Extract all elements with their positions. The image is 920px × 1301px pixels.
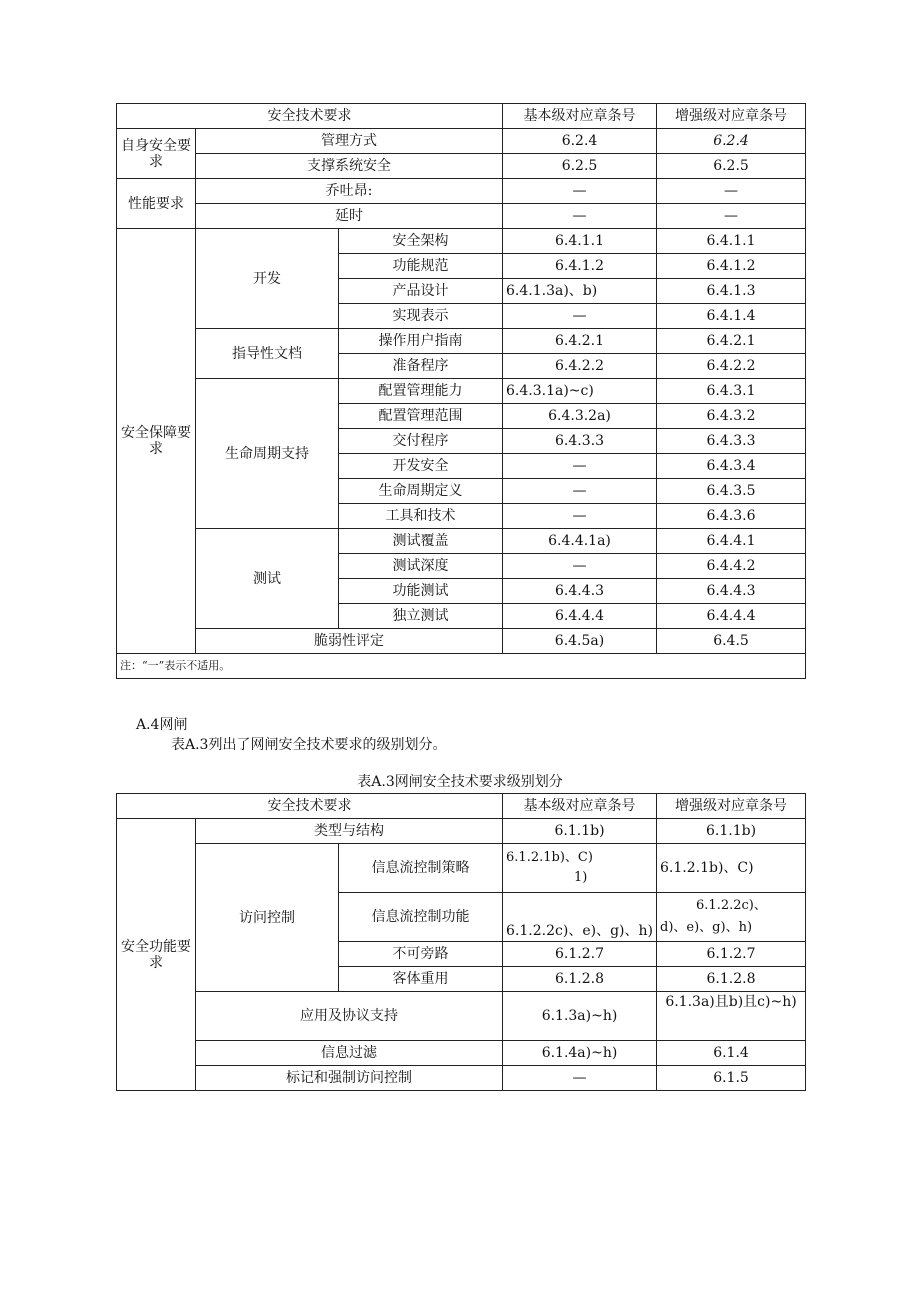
basic-ref: — bbox=[503, 1066, 657, 1091]
item-name: 信息流控制功能 bbox=[339, 893, 503, 942]
item-name: 乔吐昂: bbox=[196, 179, 503, 204]
item-name: 配置管理能力 bbox=[339, 379, 503, 404]
item-name: 支撑系统安全 bbox=[196, 154, 503, 179]
basic-ref: 6.4.2.1 bbox=[503, 329, 657, 354]
header-requirement: 安全技术要求 bbox=[117, 794, 503, 819]
item-name: 信息流控制策略 bbox=[339, 844, 503, 893]
subgroup-development: 开发 bbox=[196, 229, 339, 329]
enhanced-ref: 6.1.2.7 bbox=[657, 942, 806, 967]
basic-ref: 6.4.5a) bbox=[503, 629, 657, 654]
item-name: 不可旁路 bbox=[339, 942, 503, 967]
security-requirements-table-continued bbox=[116, 103, 806, 679]
enhanced-ref: 6.1.4 bbox=[657, 1041, 806, 1066]
header-requirement: 安全技术要求 bbox=[117, 104, 503, 129]
item-name: 安全架构 bbox=[339, 229, 503, 254]
enhanced-ref: 6.4.2.2 bbox=[657, 354, 806, 379]
enhanced-ref bbox=[657, 893, 806, 942]
enhanced-ref: 6.1.2.1b)、C) bbox=[657, 844, 806, 893]
basic-ref: 6.4.2.2 bbox=[503, 354, 657, 379]
enhanced-ref: 6.4.3.1 bbox=[657, 379, 806, 404]
basic-ref: 6.4.1.1 bbox=[503, 229, 657, 254]
subgroup-access-control: 访问控制 bbox=[196, 844, 339, 992]
enhanced-ref-line-1: 6.1.2.2c)、 bbox=[696, 898, 767, 913]
item-name: 实现表示 bbox=[339, 304, 503, 329]
group-self-security: 自身安全要求 bbox=[117, 129, 196, 179]
basic-ref: 6.4.3.2a) bbox=[503, 404, 657, 429]
group-assurance: 安全保障要求 bbox=[117, 229, 196, 654]
enhanced-ref: 6.2.4 bbox=[657, 129, 806, 154]
item-name: 应用及协议支持 bbox=[196, 992, 503, 1041]
item-name: 客体重用 bbox=[339, 967, 503, 992]
basic-ref: 6.4.4.4 bbox=[503, 604, 657, 629]
group-security-function: 安全功能要求 bbox=[117, 819, 196, 1091]
basic-ref: 6.1.1b) bbox=[503, 819, 657, 844]
basic-ref: — bbox=[503, 454, 657, 479]
basic-ref: 6.4.1.3a)、b) bbox=[503, 279, 657, 304]
basic-ref: — bbox=[503, 304, 657, 329]
enhanced-ref: 6.1.1b) bbox=[657, 819, 806, 844]
basic-ref bbox=[503, 844, 657, 893]
item-name: 类型与结构 bbox=[196, 819, 503, 844]
enhanced-ref: 6.4.4.4 bbox=[657, 604, 806, 629]
item-name: 功能测试 bbox=[339, 579, 503, 604]
item-name: 产品设计 bbox=[339, 279, 503, 304]
enhanced-ref: 6.4.1.2 bbox=[657, 254, 806, 279]
item-name: 操作用户指南 bbox=[339, 329, 503, 354]
item-name: 独立测试 bbox=[339, 604, 503, 629]
item-name: 功能规范 bbox=[339, 254, 503, 279]
header-basic: 基本级对应章条号 bbox=[503, 794, 657, 819]
basic-ref-line-2: 1) bbox=[574, 870, 588, 885]
basic-ref: 6.4.4.3 bbox=[503, 579, 657, 604]
enhanced-ref: 6.4.3.4 bbox=[657, 454, 806, 479]
item-name: 测试深度 bbox=[339, 554, 503, 579]
item-name: 开发安全 bbox=[339, 454, 503, 479]
item-name: 管理方式 bbox=[196, 129, 503, 154]
item-name: 工具和技术 bbox=[339, 504, 503, 529]
basic-ref: 6.2.5 bbox=[503, 154, 657, 179]
enhanced-ref: 6.1.3a)且b)且c)~h) bbox=[657, 992, 806, 1041]
item-name: 脆弱性评定 bbox=[196, 629, 503, 654]
basic-ref: 6.4.3.3 bbox=[503, 429, 657, 454]
enhanced-ref: 6.2.5 bbox=[657, 154, 806, 179]
enhanced-ref: 6.4.3.2 bbox=[657, 404, 806, 429]
basic-ref: 6.4.4.1a) bbox=[503, 529, 657, 554]
basic-ref: — bbox=[503, 204, 657, 229]
subgroup-guidance-docs: 指导性文档 bbox=[196, 329, 339, 379]
item-name: 延时 bbox=[196, 204, 503, 229]
item-name: 生命周期定义 bbox=[339, 479, 503, 504]
table-note: 注：“一”表示不适用。 bbox=[117, 654, 806, 679]
item-name: 信息过滤 bbox=[196, 1041, 503, 1066]
basic-ref: 6.4.1.2 bbox=[503, 254, 657, 279]
basic-ref: 6.2.4 bbox=[503, 129, 657, 154]
enhanced-ref: 6.4.2.1 bbox=[657, 329, 806, 354]
basic-ref: 6.1.3a)~h) bbox=[503, 992, 657, 1041]
basic-ref: — bbox=[503, 504, 657, 529]
subgroup-testing: 测试 bbox=[196, 529, 339, 629]
enhanced-ref: 6.4.5 bbox=[657, 629, 806, 654]
basic-ref: 6.1.2.8 bbox=[503, 967, 657, 992]
basic-ref: — bbox=[503, 179, 657, 204]
basic-ref: 6.4.3.1a)~c) bbox=[503, 379, 657, 404]
enhanced-ref: 6.4.1.4 bbox=[657, 304, 806, 329]
gatekeeper-requirements-table bbox=[116, 793, 806, 1091]
group-performance: 性能要求 bbox=[117, 179, 196, 229]
section-title: A.4网闸 bbox=[136, 717, 188, 733]
header-enhanced: 增强级对应章条号 bbox=[657, 794, 806, 819]
basic-ref: 6.1.2.7 bbox=[503, 942, 657, 967]
basic-ref: 6.1.2.2c)、e)、g)、h) bbox=[503, 893, 657, 942]
enhanced-ref: 6.4.3.5 bbox=[657, 479, 806, 504]
enhanced-ref: — bbox=[657, 179, 806, 204]
enhanced-ref: 6.1.5 bbox=[657, 1066, 806, 1091]
basic-ref: — bbox=[503, 554, 657, 579]
enhanced-ref: 6.1.2.8 bbox=[657, 967, 806, 992]
enhanced-ref: 6.4.4.2 bbox=[657, 554, 806, 579]
enhanced-ref: 6.4.1.1 bbox=[657, 229, 806, 254]
enhanced-ref: 6.4.4.1 bbox=[657, 529, 806, 554]
enhanced-ref-line-2: d)、e)、g)、h) bbox=[660, 920, 753, 935]
enhanced-ref: 6.4.3.6 bbox=[657, 504, 806, 529]
item-name: 测试覆盖 bbox=[339, 529, 503, 554]
enhanced-ref: — bbox=[657, 204, 806, 229]
enhanced-ref: 6.4.1.3 bbox=[657, 279, 806, 304]
header-enhanced: 增强级对应章条号 bbox=[657, 104, 806, 129]
enhanced-ref: 6.4.4.3 bbox=[657, 579, 806, 604]
subgroup-lifecycle: 生命周期支持 bbox=[196, 379, 339, 529]
intro-paragraph: 表A.3列出了网闸安全技术要求的级别划分。 bbox=[171, 737, 447, 753]
enhanced-ref: 6.4.3.3 bbox=[657, 429, 806, 454]
header-basic: 基本级对应章条号 bbox=[503, 104, 657, 129]
item-name: 准备程序 bbox=[339, 354, 503, 379]
item-name: 配置管理范围 bbox=[339, 404, 503, 429]
item-name: 交付程序 bbox=[339, 429, 503, 454]
basic-ref: — bbox=[503, 479, 657, 504]
basic-ref-line-1: 6.1.2.1b)、C) bbox=[506, 850, 593, 865]
basic-ref: 6.1.4a)~h) bbox=[503, 1041, 657, 1066]
table-caption: 表A.3网闸安全技术要求级别划分 bbox=[357, 774, 563, 790]
item-name: 标记和强制访问控制 bbox=[196, 1066, 503, 1091]
